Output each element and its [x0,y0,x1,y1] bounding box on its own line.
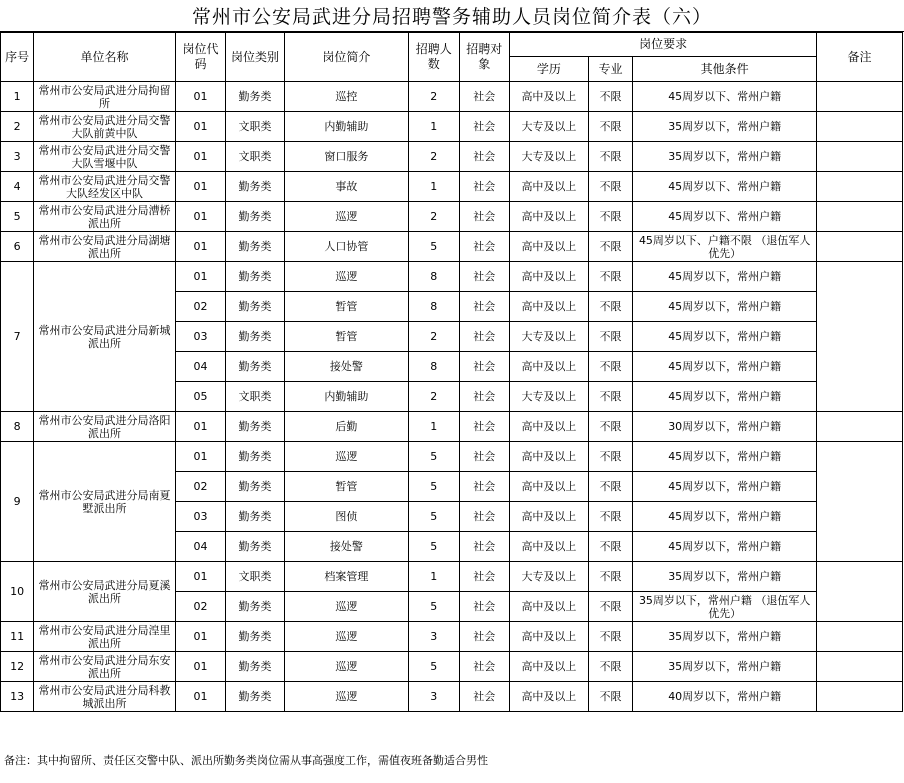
other-cell: 35周岁以下，常州户籍 [633,112,817,142]
title-row [0,0,904,32]
education-cell: 高中及以上 [510,592,589,622]
education-cell: 大专及以上 [510,382,589,412]
major-cell: 不限 [588,232,632,262]
target-cell: 社会 [459,322,510,352]
count-cell: 5 [409,592,460,622]
header-major: 专业 [588,57,632,82]
table-row [1,682,903,712]
code-cell: 01 [175,172,226,202]
code-cell: 02 [175,592,226,622]
major-cell: 不限 [588,262,632,292]
remark-cell [817,82,903,112]
target-cell: 社会 [459,232,510,262]
other-cell: 35周岁以下，常州户籍 [633,652,817,682]
count-cell: 1 [409,172,460,202]
seq-cell: 6 [1,232,34,262]
remark-cell [817,562,903,622]
major-cell: 不限 [588,412,632,442]
category-cell: 勤务类 [226,82,285,112]
major-cell: 不限 [588,592,632,622]
intro-cell: 巡逻 [284,592,408,622]
category-cell: 勤务类 [226,352,285,382]
education-cell: 高中及以上 [510,502,589,532]
seq-cell: 13 [1,682,34,712]
remark-cell [817,652,903,682]
unit-cell: 常州市公安局武进分局南夏墅派出所 [34,442,175,562]
target-cell: 社会 [459,562,510,592]
table-row [1,652,903,682]
other-cell: 45周岁以下，常州户籍 [633,472,817,502]
major-cell: 不限 [588,82,632,112]
seq-cell: 11 [1,622,34,652]
category-cell: 勤务类 [226,202,285,232]
code-cell: 01 [175,652,226,682]
count-cell: 1 [409,112,460,142]
intro-cell: 档案管理 [284,562,408,592]
target-cell: 社会 [459,352,510,382]
target-cell: 社会 [459,412,510,442]
table-row [1,202,903,232]
category-cell: 勤务类 [226,292,285,322]
header-unit: 单位名称 [34,33,175,82]
category-cell: 勤务类 [226,622,285,652]
header-target: 招聘对象 [459,33,510,82]
remark-cell [817,112,903,142]
intro-cell: 图侦 [284,502,408,532]
seq-cell: 8 [1,412,34,442]
target-cell: 社会 [459,652,510,682]
category-cell: 勤务类 [226,682,285,712]
table-row [1,232,903,262]
education-cell: 高中及以上 [510,472,589,502]
other-cell: 45周岁以下、常州户籍 [633,202,817,232]
other-cell: 35周岁以下，常州户籍 [633,562,817,592]
major-cell: 不限 [588,472,632,502]
target-cell: 社会 [459,262,510,292]
target-cell: 社会 [459,622,510,652]
unit-cell: 常州市公安局武进分局夏溪派出所 [34,562,175,622]
header-education: 学历 [510,57,589,82]
other-cell: 45周岁以下、常州户籍 [633,82,817,112]
other-cell: 45周岁以下，常州户籍 [633,502,817,532]
target-cell: 社会 [459,502,510,532]
count-cell: 5 [409,472,460,502]
major-cell: 不限 [588,622,632,652]
category-cell: 勤务类 [226,322,285,352]
unit-cell: 常州市公安局武进分局东安派出所 [34,652,175,682]
major-cell: 不限 [588,172,632,202]
education-cell: 高中及以上 [510,262,589,292]
target-cell: 社会 [459,292,510,322]
count-cell: 5 [409,442,460,472]
education-cell: 高中及以上 [510,532,589,562]
major-cell: 不限 [588,202,632,232]
remark-cell [817,172,903,202]
other-cell: 35周岁以下，常州户籍 [633,622,817,652]
seq-cell: 1 [1,82,34,112]
remark-cell [817,442,903,562]
intro-cell: 巡逻 [284,622,408,652]
major-cell: 不限 [588,502,632,532]
target-cell: 社会 [459,592,510,622]
unit-cell: 常州市公安局武进分局新城派出所 [34,262,175,412]
category-cell: 文职类 [226,562,285,592]
count-cell: 3 [409,622,460,652]
education-cell: 高中及以上 [510,352,589,382]
major-cell: 不限 [588,112,632,142]
target-cell: 社会 [459,682,510,712]
unit-cell: 常州市公安局武进分局交警大队经发区中队 [34,172,175,202]
code-cell: 01 [175,562,226,592]
category-cell: 勤务类 [226,262,285,292]
education-cell: 高中及以上 [510,292,589,322]
intro-cell: 巡逻 [284,682,408,712]
seq-cell: 4 [1,172,34,202]
count-cell: 2 [409,322,460,352]
code-cell: 03 [175,322,226,352]
other-cell: 40周岁以下，常州户籍 [633,682,817,712]
unit-cell: 常州市公安局武进分局洛阳派出所 [34,412,175,442]
target-cell: 社会 [459,172,510,202]
count-cell: 5 [409,502,460,532]
code-cell: 01 [175,412,226,442]
category-cell: 勤务类 [226,652,285,682]
header-remark: 备注 [817,33,903,82]
major-cell: 不限 [588,682,632,712]
code-cell: 01 [175,622,226,652]
education-cell: 大专及以上 [510,142,589,172]
seq-cell: 5 [1,202,34,232]
category-cell: 勤务类 [226,442,285,472]
seq-cell: 10 [1,562,34,622]
count-cell: 2 [409,382,460,412]
code-cell: 01 [175,142,226,172]
intro-cell: 后勤 [284,412,408,442]
other-cell: 45周岁以下，常州户籍 [633,532,817,562]
seq-cell: 12 [1,652,34,682]
remark-cell [817,682,903,712]
code-cell: 04 [175,352,226,382]
other-cell: 35周岁以下，常州户籍 [633,142,817,172]
other-cell: 45周岁以下，常州户籍 [633,292,817,322]
table-row [1,562,903,592]
category-cell: 文职类 [226,112,285,142]
remark-cell [817,412,903,442]
unit-cell: 常州市公安局武进分局交警大队前黄中队 [34,112,175,142]
seq-cell: 9 [1,442,34,562]
code-cell: 03 [175,502,226,532]
count-cell: 1 [409,562,460,592]
education-cell: 高中及以上 [510,652,589,682]
code-cell: 01 [175,682,226,712]
category-cell: 文职类 [226,142,285,172]
table-row [1,412,903,442]
unit-cell: 常州市公安局武进分局漕桥派出所 [34,202,175,232]
table-row [1,442,903,472]
code-cell: 01 [175,202,226,232]
table-row [1,112,903,142]
category-cell: 勤务类 [226,412,285,442]
education-cell: 高中及以上 [510,412,589,442]
code-cell: 01 [175,82,226,112]
unit-cell: 常州市公安局武进分局湖塘派出所 [34,232,175,262]
category-cell: 勤务类 [226,232,285,262]
education-cell: 高中及以上 [510,232,589,262]
intro-cell: 人口协管 [284,232,408,262]
category-cell: 勤务类 [226,592,285,622]
target-cell: 社会 [459,382,510,412]
other-cell: 45周岁以下、户籍不限 （退伍军人优先） [633,232,817,262]
intro-cell: 巡逻 [284,202,408,232]
major-cell: 不限 [588,532,632,562]
major-cell: 不限 [588,352,632,382]
education-cell: 大专及以上 [510,322,589,352]
table-row [1,142,903,172]
other-cell: 45周岁以下、常州户籍 [633,172,817,202]
intro-cell: 巡控 [284,82,408,112]
count-cell: 2 [409,82,460,112]
other-cell: 45周岁以下，常州户籍 [633,442,817,472]
education-cell: 高中及以上 [510,172,589,202]
header-category: 岗位类别 [226,33,285,82]
education-cell: 高中及以上 [510,202,589,232]
header-intro: 岗位简介 [284,33,408,82]
count-cell: 2 [409,202,460,232]
code-cell: 01 [175,442,226,472]
header-seq: 序号 [1,33,34,82]
table-row [1,622,903,652]
target-cell: 社会 [459,202,510,232]
count-cell: 5 [409,532,460,562]
target-cell: 社会 [459,82,510,112]
header-code: 岗位代码 [175,33,226,82]
seq-cell: 7 [1,262,34,412]
code-cell: 02 [175,292,226,322]
other-cell: 45周岁以下，常州户籍 [633,262,817,292]
major-cell: 不限 [588,652,632,682]
other-cell: 35周岁以下，常州户籍 （退伍军人优先） [633,592,817,622]
count-cell: 1 [409,412,460,442]
intro-cell: 巡逻 [284,652,408,682]
intro-cell: 暂管 [284,292,408,322]
major-cell: 不限 [588,562,632,592]
intro-cell: 暂管 [284,322,408,352]
remark-cell [817,202,903,232]
intro-cell: 巡逻 [284,442,408,472]
table-body [1,82,903,712]
category-cell: 勤务类 [226,172,285,202]
education-cell: 大专及以上 [510,562,589,592]
intro-cell: 内勤辅助 [284,382,408,412]
code-cell: 01 [175,112,226,142]
count-cell: 8 [409,352,460,382]
footnote: 备注：其中拘留所、责任区交警中队、派出所勤务类岗位需从事高强度工作，需值夜班备勤适合男性 [4,754,488,767]
major-cell: 不限 [588,382,632,412]
target-cell: 社会 [459,112,510,142]
intro-cell: 接处警 [284,532,408,562]
header-requirements: 岗位要求 [510,33,817,57]
count-cell: 8 [409,292,460,322]
count-cell: 3 [409,682,460,712]
header-other: 其他条件 [633,57,817,82]
remark-cell [817,142,903,172]
target-cell: 社会 [459,472,510,502]
code-cell: 05 [175,382,226,412]
count-cell: 5 [409,652,460,682]
code-cell: 01 [175,232,226,262]
count-cell: 8 [409,262,460,292]
unit-cell: 常州市公安局武进分局科教城派出所 [34,682,175,712]
unit-cell: 常州市公安局武进分局拘留所 [34,82,175,112]
code-cell: 02 [175,472,226,502]
major-cell: 不限 [588,142,632,172]
header-count: 招聘人数 [409,33,460,82]
education-cell: 高中及以上 [510,82,589,112]
target-cell: 社会 [459,442,510,472]
table-row [1,262,903,292]
unit-cell: 常州市公安局武进分局交警大队雪堰中队 [34,142,175,172]
other-cell: 45周岁以下，常州户籍 [633,382,817,412]
category-cell: 勤务类 [226,502,285,532]
code-cell: 01 [175,262,226,292]
major-cell: 不限 [588,442,632,472]
category-cell: 文职类 [226,382,285,412]
education-cell: 高中及以上 [510,442,589,472]
count-cell: 5 [409,232,460,262]
table-row [1,172,903,202]
positions-table [0,32,903,712]
intro-cell: 接处警 [284,352,408,382]
unit-cell: 常州市公安局武进分局湟里派出所 [34,622,175,652]
intro-cell: 暂管 [284,472,408,502]
seq-cell: 2 [1,112,34,142]
page-title: 常州市公安局武进分局招聘警务辅助人员岗位简介表（六） [191,6,712,28]
code-cell: 04 [175,532,226,562]
seq-cell: 3 [1,142,34,172]
intro-cell: 巡逻 [284,262,408,292]
remark-cell [817,622,903,652]
intro-cell: 内勤辅助 [284,112,408,142]
intro-cell: 事故 [284,172,408,202]
target-cell: 社会 [459,142,510,172]
education-cell: 高中及以上 [510,682,589,712]
target-cell: 社会 [459,532,510,562]
other-cell: 45周岁以下，常州户籍 [633,322,817,352]
remark-cell [817,232,903,262]
other-cell: 30周岁以下，常州户籍 [633,412,817,442]
education-cell: 高中及以上 [510,622,589,652]
remark-cell [817,262,903,412]
count-cell: 2 [409,142,460,172]
major-cell: 不限 [588,322,632,352]
table-row [1,82,903,112]
intro-cell: 窗口服务 [284,142,408,172]
education-cell: 大专及以上 [510,112,589,142]
other-cell: 45周岁以下，常州户籍 [633,352,817,382]
category-cell: 勤务类 [226,532,285,562]
category-cell: 勤务类 [226,472,285,502]
major-cell: 不限 [588,292,632,322]
